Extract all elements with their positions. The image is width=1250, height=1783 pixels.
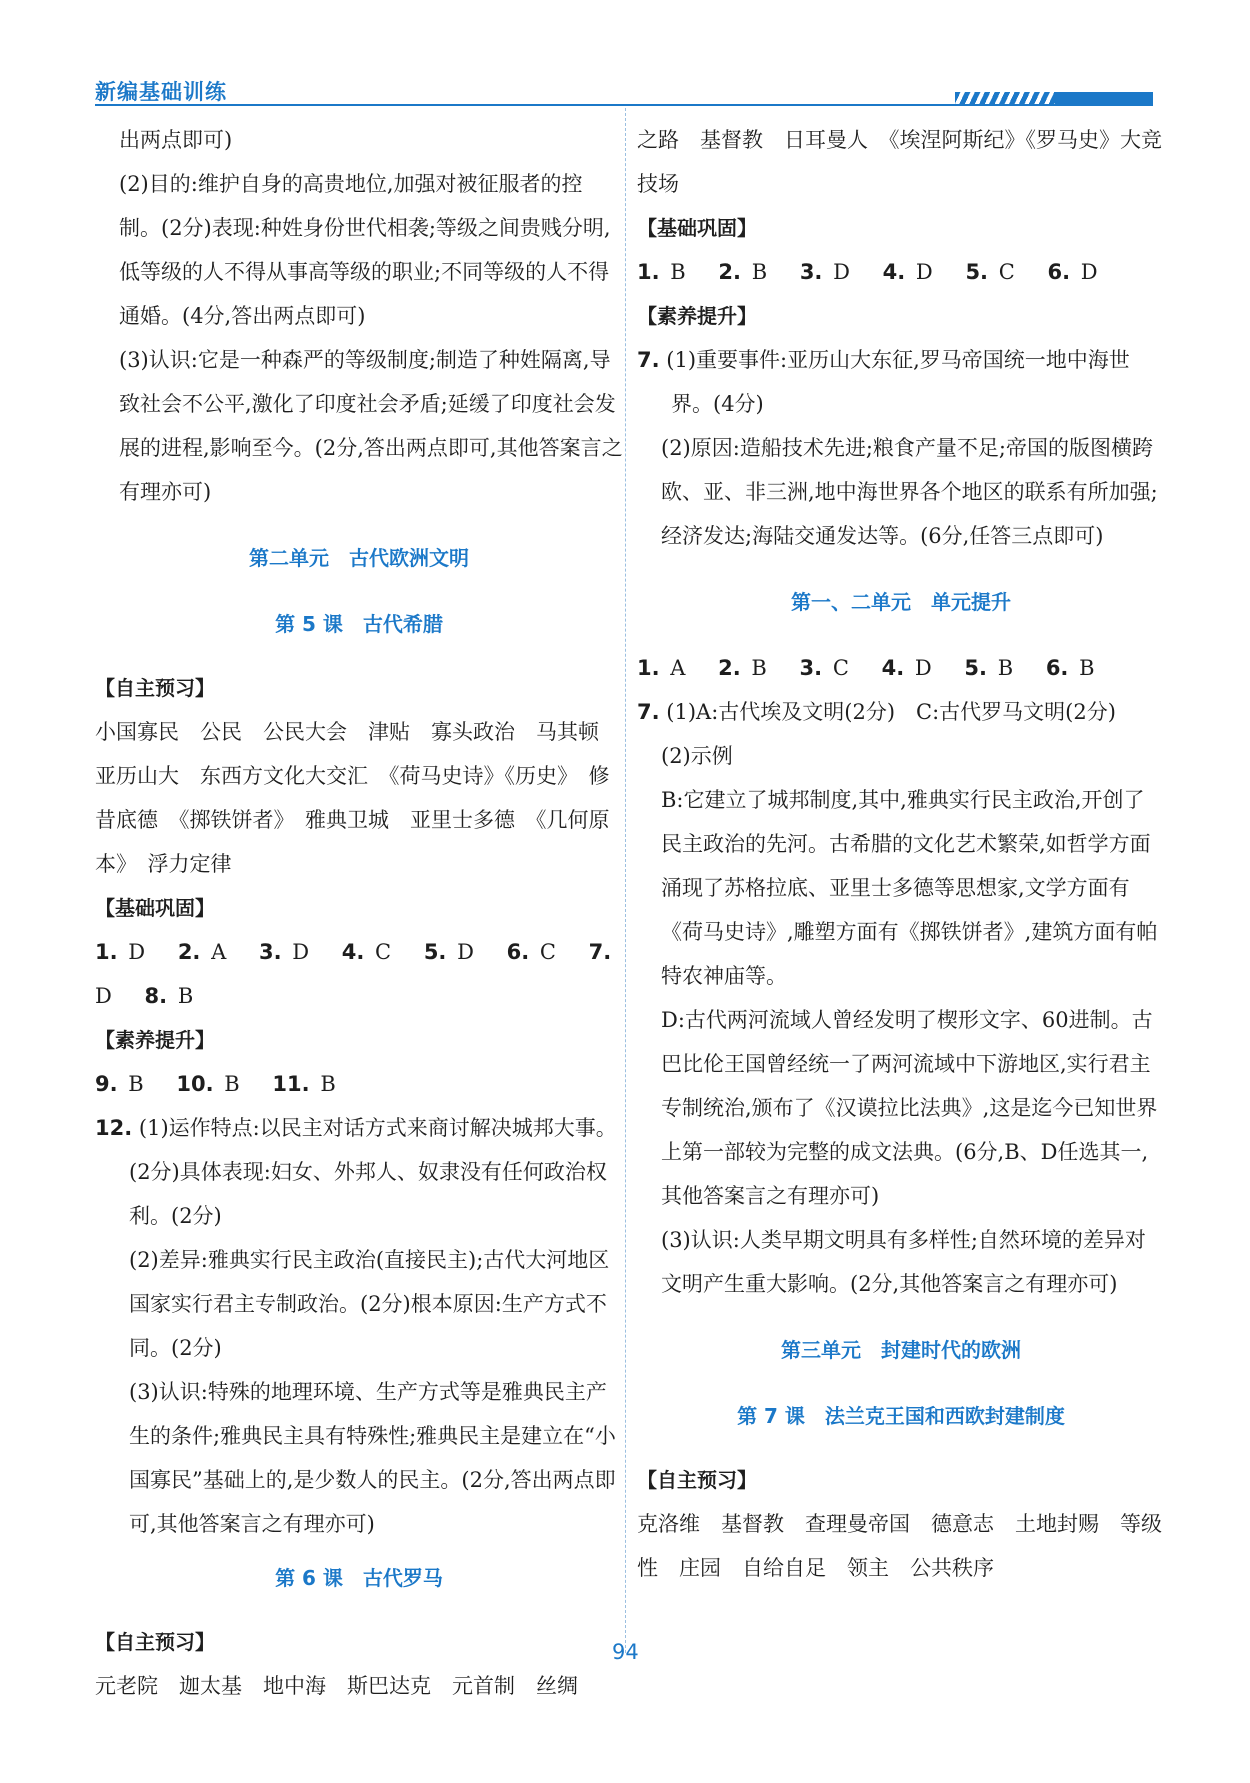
book-title: 新编基础训练	[95, 80, 227, 104]
choice-answer: 5. D	[423, 940, 474, 964]
choice-answer: 5. C	[965, 260, 1015, 284]
unit-title: 第二单元 古代欧洲文明	[249, 546, 469, 570]
choice-answer: 6. D	[1047, 260, 1098, 284]
choice-answer: 3. D	[258, 940, 310, 964]
choice-answer: 2. A	[177, 940, 227, 964]
header-stripe-decoration	[955, 92, 1055, 104]
review-question-7-part-5: (3)认识:人类早期文明具有多样性;自然环境的差异对文明产生重大影响。(2分,其他答案言之有理亦可)	[661, 1228, 1146, 1296]
question-12-part-1: 12. (1)运作特点:以民主对话方式来商讨解决城邦大事。(2分)具体表现:妇女、外邦人、奴隶没有任何政治权利。(2分)	[95, 1116, 617, 1228]
header-bar-decoration	[1055, 92, 1153, 104]
choice-answer: 11. B	[272, 1072, 336, 1096]
section-tag: 【自主预习】	[95, 676, 215, 700]
review-question-7-part-1: 7. (1)A:古代埃及文明(2分) C:古代罗马文明(2分)	[637, 700, 1116, 724]
left-column	[95, 118, 623, 1708]
review-question-7-part-3: B:它建立了城邦制度,其中,雅典实行民主政治,开创了民主政治的先河。古希腊的文化艺术繁荣,如哲学方面涌现了苏格拉底、亚里士多德等思想家,文学方面有《荷马史诗》,雕塑方面有《掷铁饼者》,建筑方面有帕特农神庙等。	[661, 788, 1158, 988]
review-question-7-part-4: D:古代两河流域人曾经发明了楔形文字、60进制。古巴比伦王国曾经统一了两河流域中下游地区,实行君主专制统治,颁布了《汉谟拉比法典》,这是迄今已知世界上第一部较为完整的成文法典。(6分,B、D任选其一,其他答案言之有理亦可)	[661, 1008, 1158, 1208]
answer-text: 出两点即可)	[119, 128, 233, 152]
unit-title: 第三单元 封建时代的欧洲	[781, 1338, 1021, 1362]
section-tag: 【自主预习】	[637, 1468, 757, 1492]
section-tag: 【基础巩固】	[95, 896, 215, 920]
choice-answers	[637, 646, 1165, 690]
choice-answer: 5. B	[964, 656, 1014, 680]
header-rule	[95, 104, 1153, 106]
lesson-title: 第 5 课 古代希腊	[275, 612, 443, 636]
choice-answer: 3. D	[799, 260, 850, 284]
choice-answer: 9. B	[95, 1072, 144, 1096]
choice-answer: 6. C	[506, 940, 556, 964]
choice-answer: 10. B	[176, 1072, 240, 1096]
choice-answers	[637, 250, 1165, 294]
choice-answer: 4. C	[341, 940, 392, 964]
lesson-title: 第 6 课 古代罗马	[275, 1566, 443, 1590]
review-question-7-part-2: (2)示例	[661, 744, 733, 768]
preview-answers: 之路 基督教 日耳曼人 《埃涅阿斯纪》《罗马史》大竞技场	[637, 128, 1162, 196]
preview-answers: 克洛维 基督教 查理曼帝国 德意志 土地封赐 等级性 庄园 自给自足 领主 公共秩序	[637, 1512, 1162, 1580]
choice-answer: 1. B	[637, 260, 686, 284]
preview-answers: 元老院 迦太基 地中海 斯巴达克 元首制 丝绸	[95, 1674, 578, 1698]
section-tag: 【素养提升】	[95, 1028, 215, 1052]
question-7-part-1: 7. (1)重要事件:亚历山大东征,罗马帝国统一地中海世界。(4分)	[637, 348, 1130, 416]
choice-answer: 6. B	[1045, 656, 1095, 680]
lesson-title: 第 7 课 法兰克王国和西欧封建制度	[737, 1404, 1065, 1428]
choice-answers	[95, 930, 623, 1018]
choice-answer: 3. C	[799, 656, 849, 680]
choice-answer: 8. B	[144, 984, 194, 1008]
choice-answer: 1. D	[95, 940, 146, 964]
answer-text: (2)目的:维护自身的高贵地位,加强对被征服者的控制。(2分)表现:种姓身份世代相袭;等级之间贵贱分明,低等级的人不得从事高等级的职业;不同等级的人不得通婚。(4分,答出两点即可)	[119, 172, 611, 328]
question-12-part-2: (2)差异:雅典实行民主政治(直接民主);古代大河地区国家实行君主专制政治。(2分)根本原因:生产方式不同。(2分)	[129, 1248, 610, 1360]
question-12-part-3: (3)认识:特殊的地理环境、生产方式等是雅典民主产生的条件;雅典民主具有特殊性;雅典民主是建立在“小国寡民”基础上的,是少数人的民主。(2分,答出两点即可,其他答案言之有理亦可)	[129, 1380, 616, 1536]
choice-answer: 1. A	[637, 656, 686, 680]
answer-text: (3)认识:它是一种森严的等级制度;制造了种姓隔离,导致社会不公平,激化了印度社会矛盾;延缓了印度社会发展的进程,影响至今。(2分,答出两点即可,其他答案言之有理亦可)	[119, 348, 623, 504]
choice-answer: 4. D	[881, 656, 932, 680]
page-number: 94	[612, 1640, 639, 1664]
section-tag: 【自主预习】	[95, 1630, 215, 1654]
choice-answer: 7. D	[95, 940, 612, 1008]
right-column	[637, 118, 1165, 1590]
choice-answer: 2. B	[718, 260, 768, 284]
choice-answers	[95, 1062, 623, 1106]
choice-answer: 2. B	[718, 656, 767, 680]
unit-title: 第一、二单元 单元提升	[791, 590, 1011, 614]
preview-answers: 小国寡民 公民 公民大会 津贴 寡头政治 马其顿 亚历山大 东西方文化大交汇 《荷马史诗》《历史》 修昔底德 《掷铁饼者》 雅典卫城 亚里士多德 《几何原本》 浮力定律	[95, 720, 620, 876]
column-divider	[625, 108, 626, 1653]
question-7-part-2: (2)原因:造船技术先进;粮食产量不足;帝国的版图横跨欧、亚、非三洲,地中海世界各个地区的联系有所加强;经济发达;海陆交通发达等。(6分,任答三点即可)	[661, 436, 1158, 548]
section-tag: 【基础巩固】	[637, 216, 757, 240]
section-tag: 【素养提升】	[637, 304, 757, 328]
choice-answer: 4. D	[882, 260, 933, 284]
